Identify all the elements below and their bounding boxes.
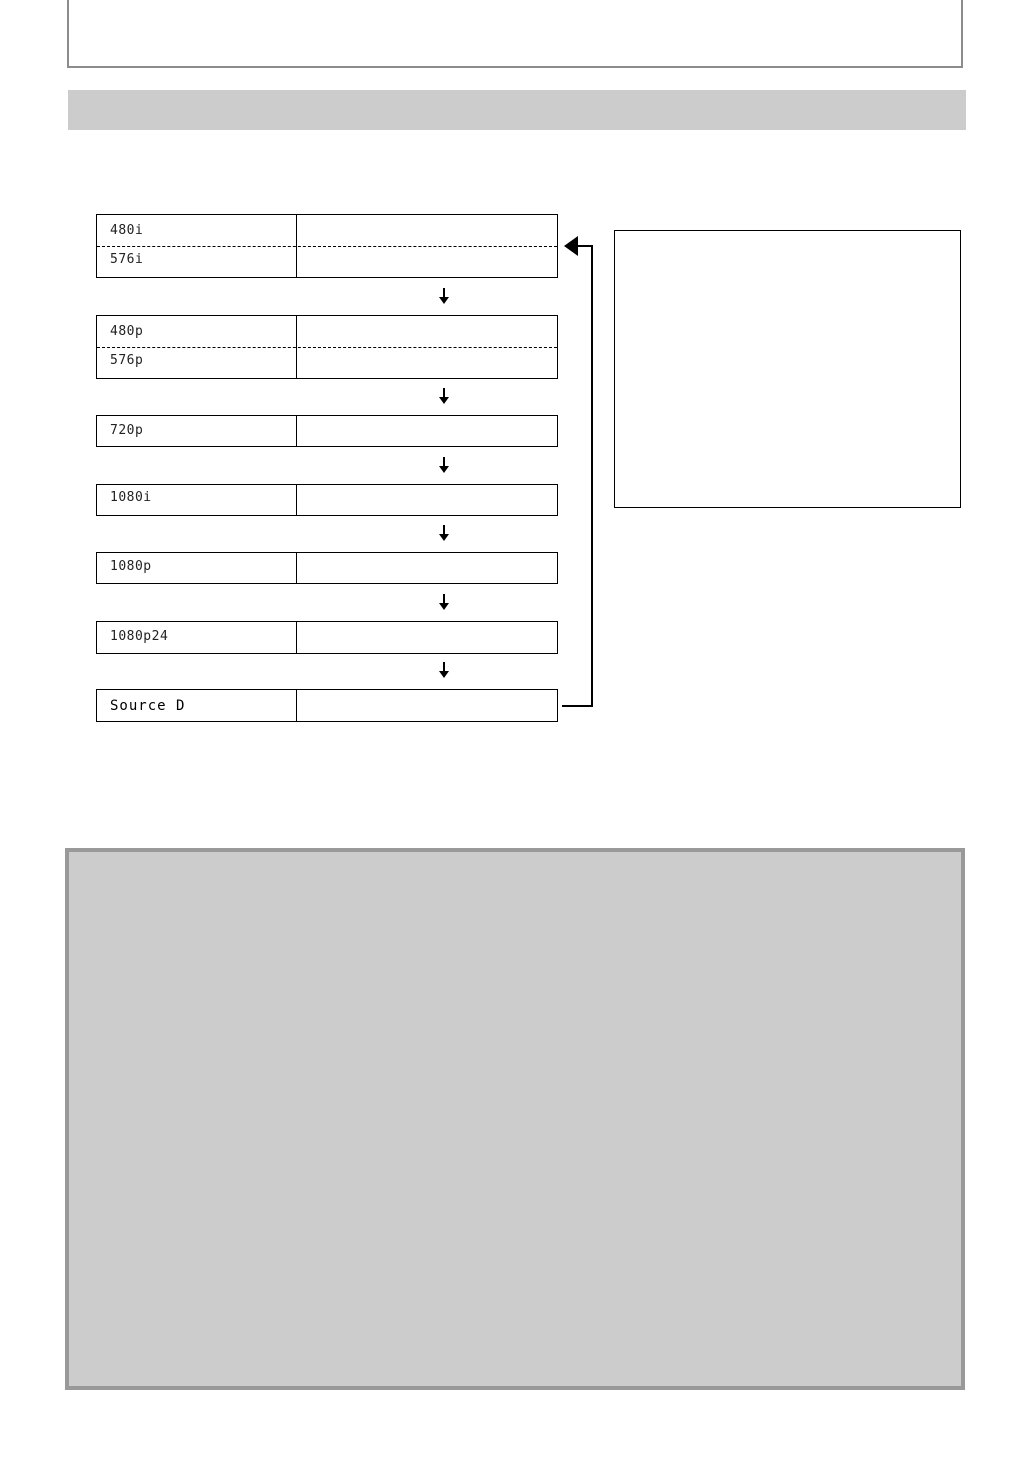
resolution-row-480p-576p <box>96 315 558 379</box>
arrow-down-icon <box>438 388 450 404</box>
column-divider <box>296 553 297 583</box>
info-panel <box>65 848 965 1390</box>
resolution-label-480i: 480i <box>110 223 144 238</box>
arrow-down-icon <box>438 594 450 610</box>
resolution-row-1080i <box>96 484 558 516</box>
resolution-label-576i: 576i <box>110 252 144 267</box>
resolution-row-1080p <box>96 552 558 584</box>
resolution-label-1080p: 1080p <box>110 559 152 574</box>
top-frame <box>67 0 963 68</box>
column-divider <box>296 690 297 721</box>
dashed-divider <box>97 347 557 348</box>
section-header-bar <box>68 90 966 130</box>
note-box <box>614 230 961 508</box>
arrow-down-icon <box>438 662 450 678</box>
resolution-label-576p: 576p <box>110 353 144 368</box>
column-divider <box>296 622 297 653</box>
arrow-down-icon <box>438 288 450 304</box>
resolution-label-1080i: 1080i <box>110 490 152 505</box>
resolution-row-720p <box>96 415 558 447</box>
return-arrow-icon <box>558 232 598 712</box>
resolution-label-source-direct: Source D <box>110 698 186 714</box>
resolution-row-480i-576i <box>96 214 558 278</box>
arrow-down-icon <box>438 525 450 541</box>
column-divider <box>296 416 297 446</box>
resolution-label-720p: 720p <box>110 423 144 438</box>
resolution-label-1080p24: 1080p24 <box>110 629 169 644</box>
resolution-row-1080p24 <box>96 621 558 654</box>
column-divider <box>296 485 297 515</box>
resolution-label-480p: 480p <box>110 324 144 339</box>
arrow-down-icon <box>438 457 450 473</box>
dashed-divider <box>97 246 557 247</box>
resolution-row-source-direct <box>96 689 558 722</box>
